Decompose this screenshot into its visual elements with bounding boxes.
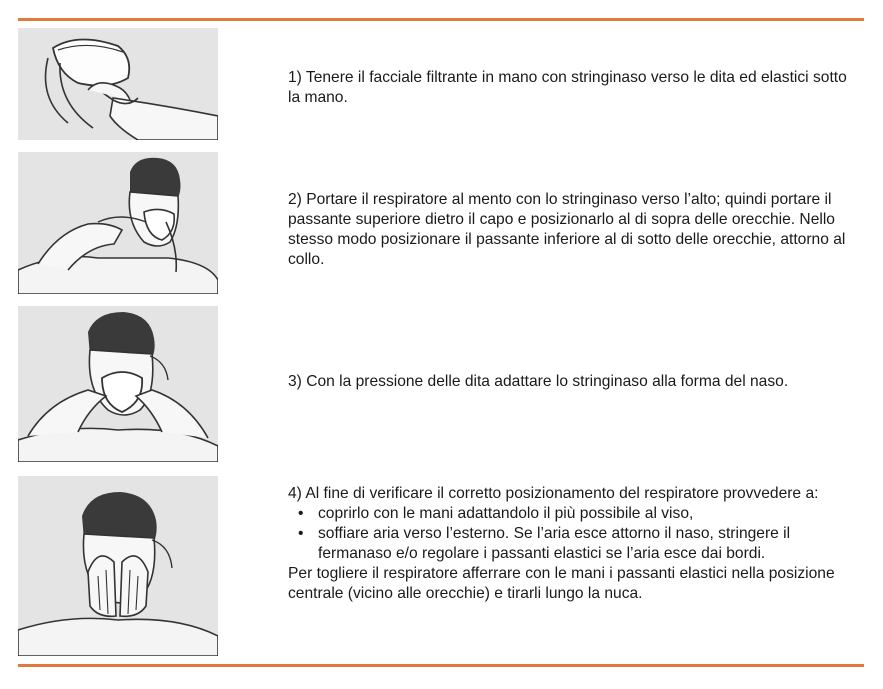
step-2-illustration (18, 152, 218, 294)
person-checking-seal-icon (18, 476, 218, 656)
bottom-divider (18, 664, 864, 667)
person-placing-mask-icon (18, 152, 218, 294)
step-4-bullet-1: • coprirlo con le mani adattandolo il più possibile al viso, (318, 504, 848, 524)
step-4-bullet-2: • soffiare aria verso l’esterno. Se l’aria esce attorno il naso, stringere il fermanaso e/o regolare i passanti elastici se l’aria esce dai bordi. (318, 524, 848, 564)
step-4-bullet-list (288, 504, 848, 564)
hand-holding-mask-icon (18, 28, 218, 140)
top-divider (18, 18, 864, 21)
step-4-outro: Per togliere il respiratore afferrare con le mani i passanti elastici nella posizione centrale (vicino alle orecchie) e tirarli lungo la nuca. (288, 565, 835, 602)
step-4-intro: 4) Al fine di verificare il corretto posizionamento del respiratore provvedere a: (288, 485, 819, 502)
step-4-text (288, 484, 848, 604)
step-4-illustration (18, 476, 218, 656)
step-1-text (288, 68, 848, 108)
step-3-paragraph: 3) Con la pressione delle dita adattare lo stringinaso alla forma del naso. (288, 373, 789, 390)
step-3-illustration (18, 306, 218, 462)
step-2-paragraph: 2) Portare il respiratore al mento con lo stringinaso verso l’alto; quindi portare il passante superiore dietro il capo e posizionarlo al di sopra delle orecchie. Nello stesso modo posizionare il passante inferiore al di sotto delle orecchie, attorno al collo. (288, 191, 846, 268)
step-1-illustration (18, 28, 218, 140)
person-adjusting-nosepiece-icon (18, 306, 218, 462)
step-2-text (288, 190, 848, 270)
step-1-paragraph: 1) Tenere il facciale filtrante in mano con stringinaso verso le dita ed elastici sotto la mano. (288, 69, 847, 106)
step-3-text (288, 372, 848, 392)
